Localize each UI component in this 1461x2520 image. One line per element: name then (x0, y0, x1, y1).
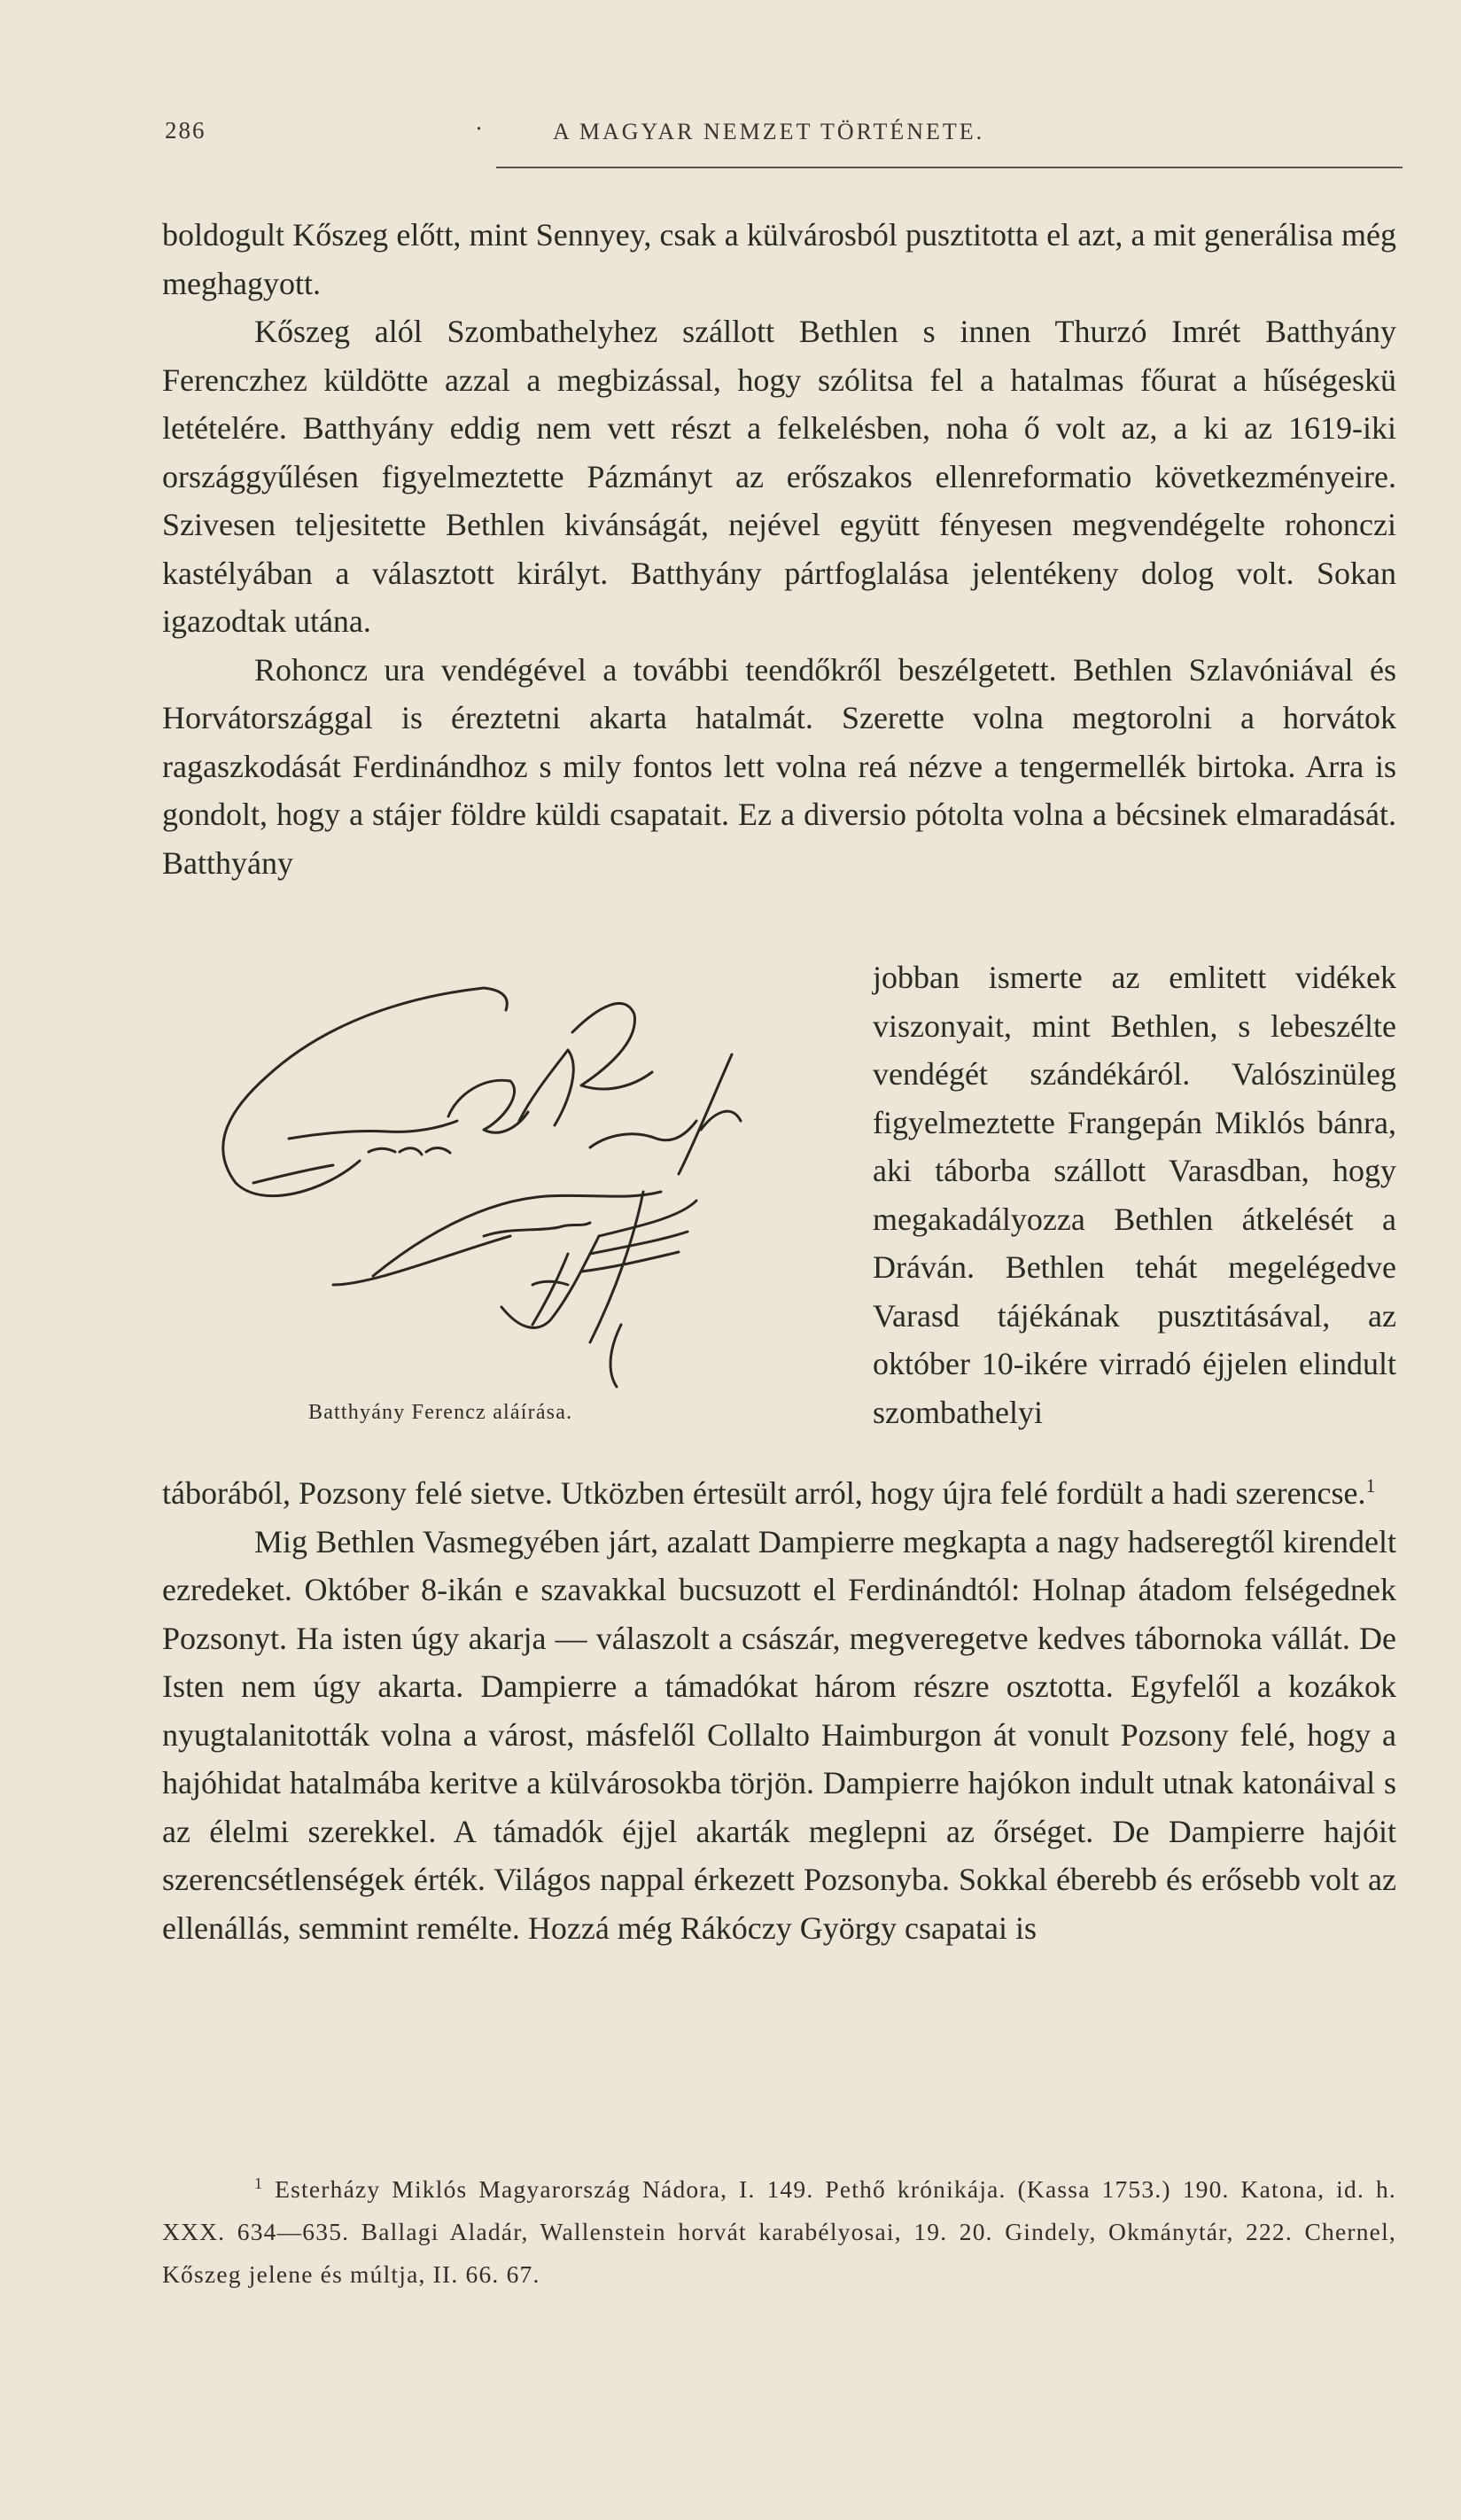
paragraph: jobban ismerte az emlitett vidékek viszonyait, mint Bethlen, s lebeszélte vendégét szándékáról. Valószinüleg figyelmeztette Frangepán Miklós bánra, aki táborba szállott Varasdban, hogy megakadályozza Bethlen átkelését a Dráván. Bethlen tehát megelégedve Varasd tájékának pusztitásával, az október 10-ikére virradó éjjelen elindult szombathelyi (873, 960, 1396, 1430)
paragraph: Mig Bethlen Vasmegyében járt, azalatt Dampierre megkapta a nagy hadseregtől kirendelt ezredeket. Október 8-ikán e szavakkal bucsuzott el Ferdinándtól: Holnap átadom felségednek Pozsonyt. Ha isten úgy akarja — válaszolt a császár, megveregetve kedves tábornoka vállát. De Isten nem úgy akarta. Dampierre a támadókat három részre osztotta. Egyfelől a kozákok nyugtalanitották volna a várost, másfelől Collalto Haimburgon át vonult Pozsony felé, hogy a hajóhidat hatalmába keritve a külvárosokba törjön. Dampierre hajókon indult utnak katonáival s az élelmi szerekkel. A támadók éjjel akarták meglepni az őrséget. De Dampierre hajóit szerencsétlenségek érték. Világos nappal érkezett Pozsonyba. Sokkal éberebb és erősebb volt az ellenállás, semmint remélte. Hozzá még Rákóczy György csapatai is (162, 1523, 1396, 1946)
footnote-text: Esterházy Miklós Magyarország Nádora, I. 149. Pethő krónikája. (Kassa 1753.) 190. Katona, id. h. XXX. 634—635. Ballagi Aladár, Wallenstein horvát karabélyosai, 19. 20. Gindely, Okmánytár, 222. Chernel, Kőszeg jelene és múltja, II. 66. 67. (162, 2175, 1396, 2288)
header-separator: · (475, 115, 485, 142)
signature-illustration (218, 970, 820, 1396)
body-text-bottom (162, 1469, 1396, 1952)
paragraph: Kőszeg alól Szombathelyhez szállott Bethlen s innen Thurzó Imrét Batthyány Ferenczhez küldötte azzal a megbizással, hogy szólitsa fel a hatalmas főurat a hűségeskü letételére. Batthyány eddig nem vett részt a felkelésben, noha ő volt az, a ki az 1619-iki országgyűlésen figyelmeztette Pázmányt az erőszakos ellenreformatio következményeire. Szivesen teljesitette Bethlen kivánságát, nejével együtt fényesen megvendégelte rohonczi kastélyában a választott királyt. Batthyány pártfoglalása jelentékeny dolog volt. Sokan igazodtak utána. (162, 314, 1396, 639)
header-rule (496, 167, 1403, 168)
page-number: 286 (165, 117, 206, 144)
body-text-top (162, 211, 1396, 887)
body-text-beside-figure (873, 953, 1396, 1436)
footnote-ref: 1 (1365, 1474, 1376, 1497)
paragraph-text: táborából, Pozsony felé sietve. Utközben értesült arról, hogy újra felé fordült a hadi szerencse. (162, 1475, 1366, 1511)
running-title: A MAGYAR NEMZET TÖRTÉNETE. (553, 119, 985, 144)
footnote-marker: 1 (254, 2174, 264, 2192)
paragraph: Rohoncz ura vendégével a további teendőkről beszélgetett. Bethlen Szlavóniával és Horvátországgal is éreztetni akarta hatalmát. Szerette volna megtorolni a horvátok ragaszkodását Ferdinándhoz s mily fontos lett volna reá nézve a tengermellék birtoka. Arra is gondolt, hogy a stájer földre küldi csapatait. Ez a diversio pótolta volna a bécsinek elmaradását. Batthyány (162, 651, 1396, 881)
paragraph (162, 1469, 1396, 1518)
paragraph: boldogult Kőszeg előtt, mint Sennyey, csak a külvárosból pusztitotta el azt, a mit generálisa még meghagyott. (162, 217, 1396, 301)
footnote-paragraph (162, 2168, 1396, 2296)
footnote (162, 2168, 1396, 2296)
figure-caption: Batthyány Ferencz aláírása. (308, 1401, 573, 1424)
